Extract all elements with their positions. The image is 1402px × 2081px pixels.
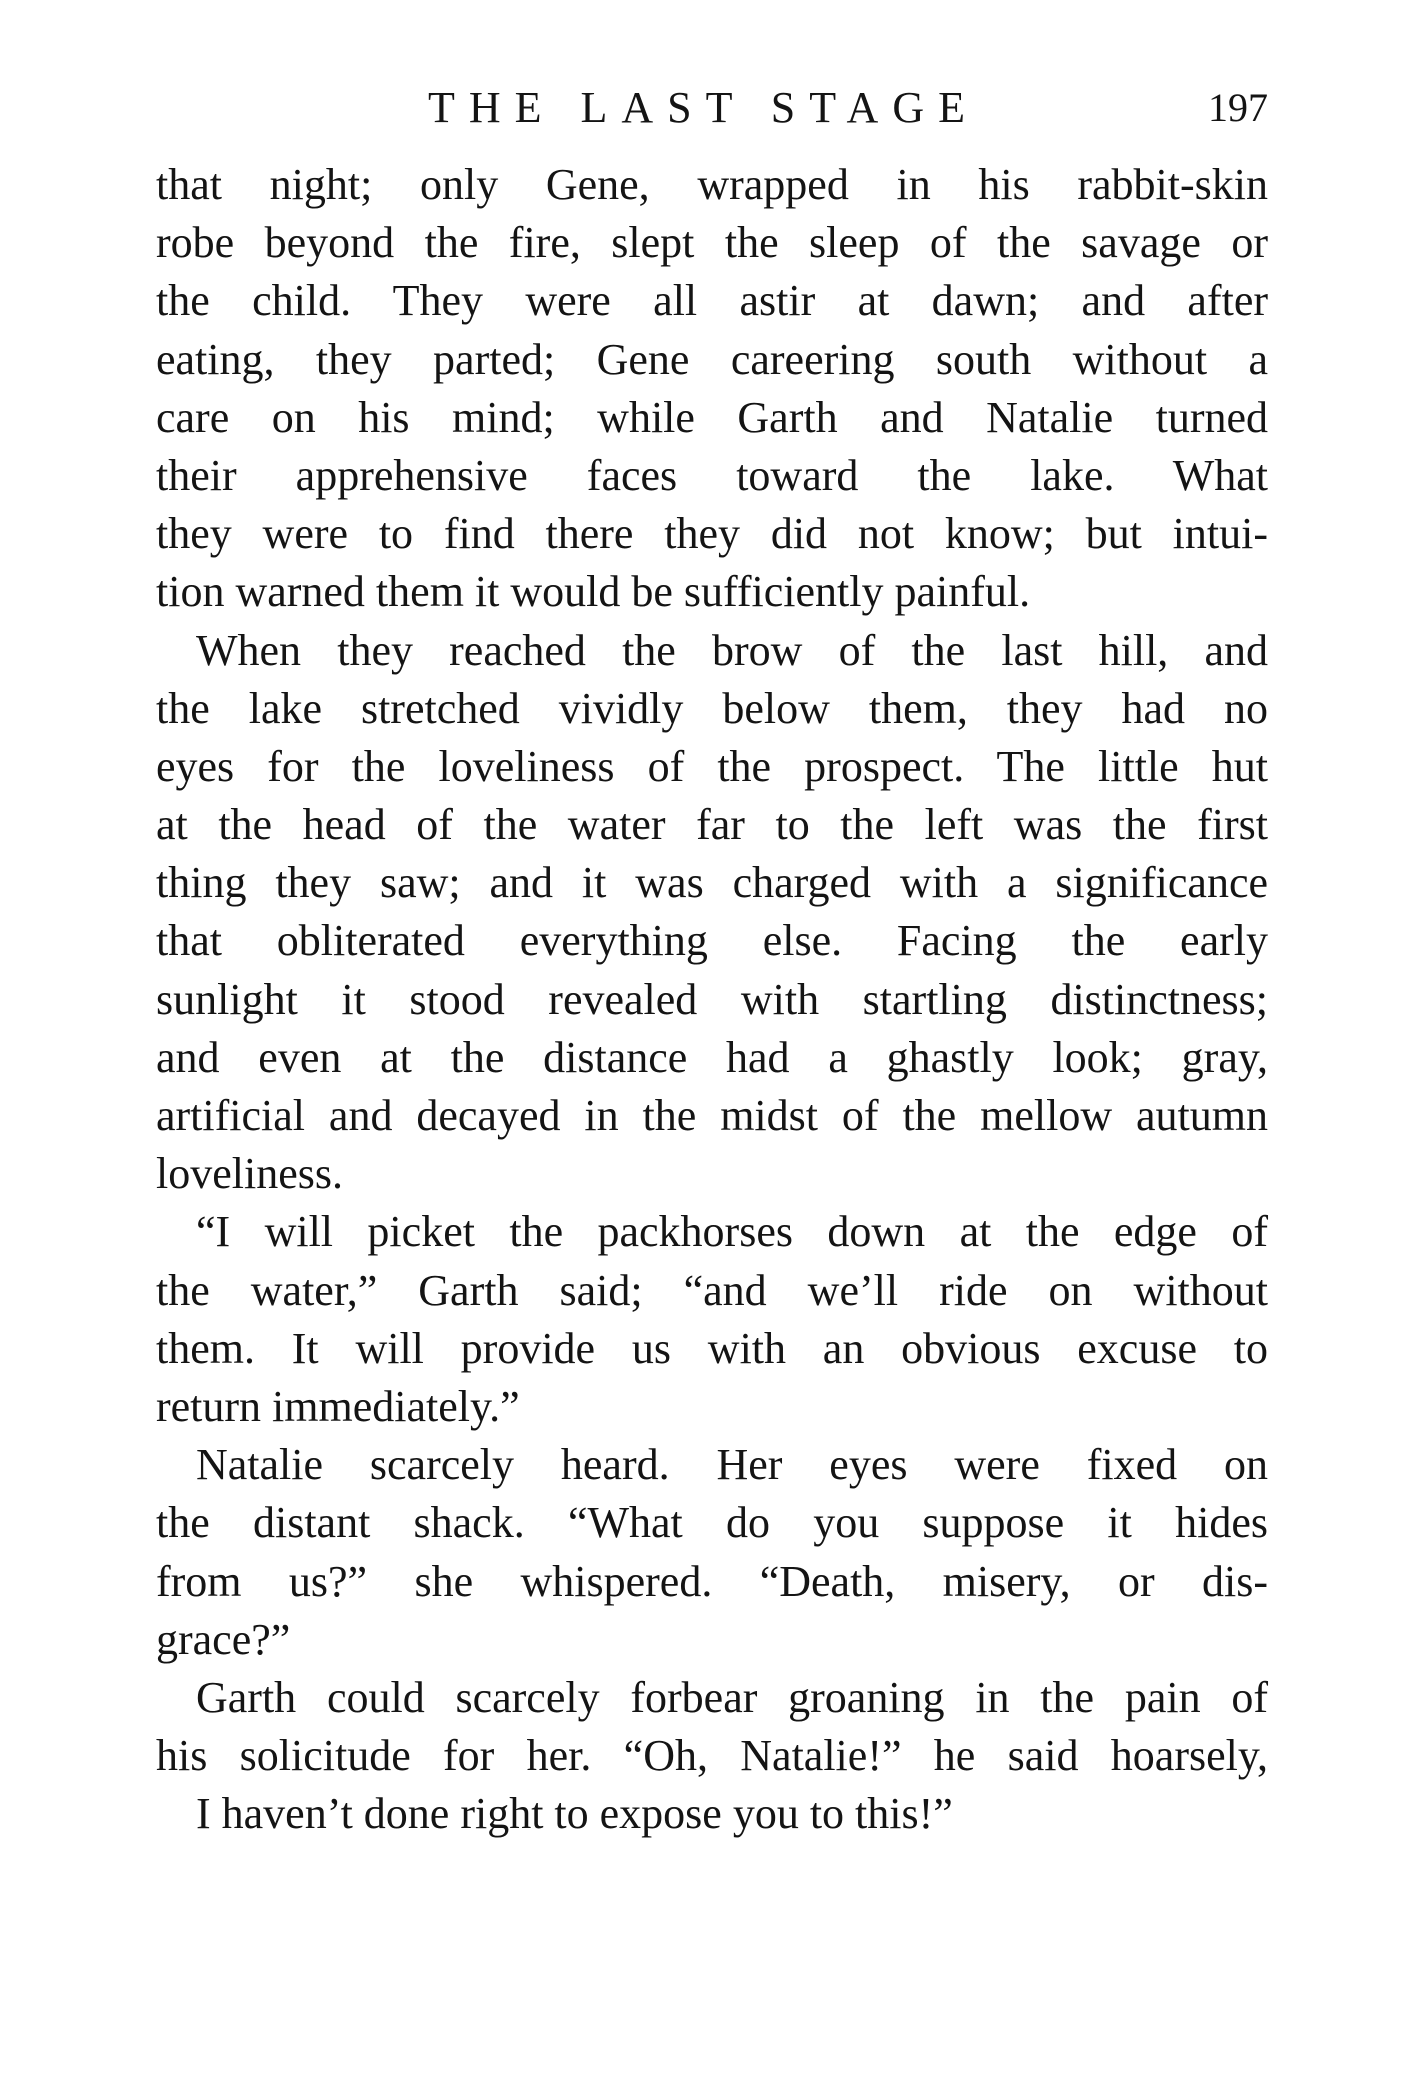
text-line: the child. They were all astir at dawn; and after <box>156 276 1268 326</box>
text-line: robe beyond the fire, slept the sleep of the savage or <box>156 218 1268 268</box>
text-line: loveliness. <box>156 1149 343 1199</box>
text-line: the distant shack. “What do you suppose it hides <box>156 1498 1268 1548</box>
text-line: the lake stretched vividly below them, they had no <box>156 683 1268 733</box>
text-line: eating, they parted; Gene careering south without a <box>156 334 1268 384</box>
text-line: his solicitude for her. “Oh, Natalie!” he said hoarsely, <box>156 1731 1268 1781</box>
text-line: and even at the distance had a ghastly look; gray, <box>156 1032 1268 1082</box>
text-line: the water,” Garth said; “and we’ll ride on without <box>156 1265 1268 1315</box>
text-line: at the head of the water far to the left was the first <box>156 800 1268 850</box>
running-head: THE LAST STAGE <box>428 83 979 132</box>
page-header <box>158 78 1268 138</box>
text-line: from us?” she whispered. “Death, misery, or dis- <box>156 1556 1268 1606</box>
text-line: tion warned them it would be sufficiently painful. <box>156 567 1031 617</box>
body-text <box>156 156 1268 1843</box>
paragraph-start-line: Natalie scarcely heard. Her eyes were fixed on <box>196 1440 1268 1490</box>
text-line: eyes for the loveliness of the prospect. The little hut <box>156 741 1268 791</box>
text-line: that obliterated everything else. Facing the early <box>156 916 1268 966</box>
text-line: grace?” <box>156 1614 291 1664</box>
text-line: thing they saw; and it was charged with a significance <box>156 858 1268 908</box>
text-line: care on his mind; while Garth and Natalie turned <box>156 392 1268 442</box>
text-line: return immediately.” <box>156 1381 520 1431</box>
text-line: that night; only Gene, wrapped in his rabbit-skin <box>156 160 1268 209</box>
paragraph-start-line: When they reached the brow of the last hill, and <box>196 625 1268 675</box>
text-line: them. It will provide us with an obvious excuse to <box>156 1323 1268 1373</box>
page-number: 197 <box>1208 85 1268 130</box>
text-line: I haven’t done right to expose you to this!” <box>196 1789 953 1839</box>
text-line: their apprehensive faces toward the lake. What <box>156 450 1268 500</box>
text-line: sunlight it stood revealed with startling distinctness; <box>156 974 1268 1024</box>
text-line: they were to find there they did not know; but intui- <box>156 509 1268 559</box>
paragraph-start-line: “I will picket the packhorses down at the edge of <box>196 1207 1268 1257</box>
paragraph-start-line: Garth could scarcely forbear groaning in the pain of <box>196 1672 1268 1722</box>
text-line: artificial and decayed in the midst of the mellow autumn <box>156 1091 1268 1140</box>
